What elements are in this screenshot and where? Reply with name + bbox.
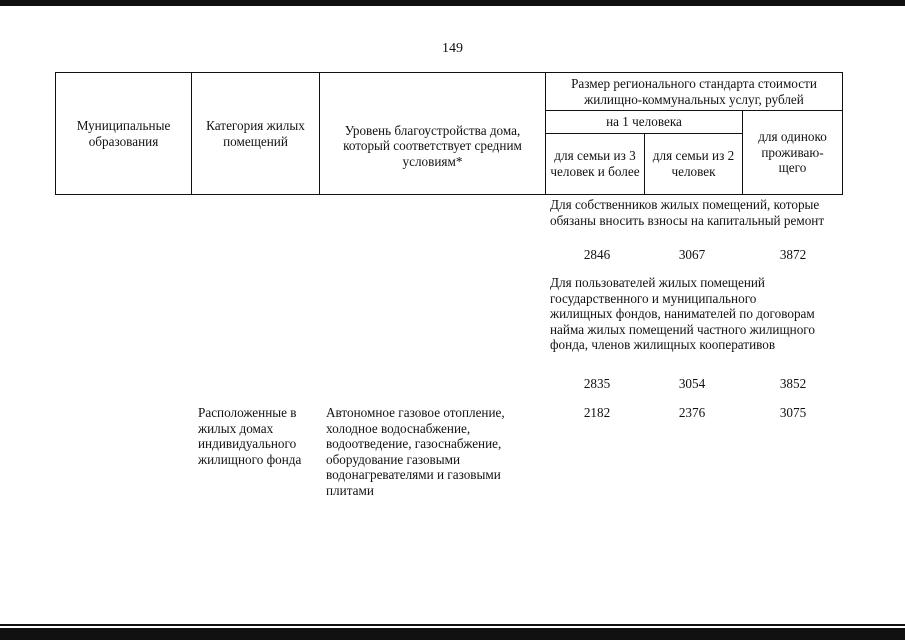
row-3-level: Автономное газовое отопление, холодное водоснабжение, водоотведение, газоснабжение, оборудование газовыми водонагревателями и газовыми плитами	[326, 405, 505, 498]
row-3-value-single: 3075	[779, 405, 807, 420]
header-family2	[645, 134, 742, 194]
header-per-person-text: на 1 человека	[606, 114, 682, 130]
scan-edge-bottom-line	[0, 624, 905, 626]
header-per-person	[546, 111, 742, 133]
header-category	[192, 73, 319, 194]
row-2-value-family3: 2835	[583, 376, 611, 391]
header-level-text: Уровень благоустройства дома, который соответствует средним условиям*	[343, 122, 522, 169]
page-number: 149	[442, 41, 463, 56]
header-level	[320, 98, 545, 194]
header-municipal-text: Муниципальные образования	[76, 117, 171, 149]
header-municipal	[56, 73, 191, 194]
row-1-note: Для собственников жилых помещений, которые обязаны вносить взносы на капитальный ремонт	[550, 197, 825, 228]
row-2-value-single: 3852	[779, 376, 807, 391]
header-right-border	[842, 72, 843, 195]
header-standard	[546, 73, 842, 110]
header-category-text: Категория жилых помещений	[206, 117, 305, 149]
row-1-value-family3: 2846	[583, 247, 611, 262]
header-single-text: для одиноко проживаю-щего	[758, 129, 827, 176]
header-family3-text: для семьи из 3 человек и более	[550, 148, 640, 179]
header-single	[743, 111, 842, 194]
row-2-note: Для пользователей жилых помещений государственного и муниципального жилищных фондов, нанимателей по договорам найма жилых помещений частного жилищного фонда, членов жилищных кооперативов	[550, 275, 815, 353]
row-2-value-family2: 3054	[678, 376, 706, 391]
row-1-value-family2: 3067	[678, 247, 706, 262]
row-3-value-family3: 2182	[583, 405, 611, 420]
header-bottom-border	[55, 194, 843, 195]
row-3-value-family2: 2376	[678, 405, 706, 420]
row-3-category: Расположенные в жилых домах индивидуального жилищного фонда	[198, 405, 302, 467]
header-standard-text: Размер регионального стандарта стоимости жилищно-коммунальных услуг, рублей	[571, 75, 817, 107]
row-1-value-single: 3872	[779, 247, 807, 262]
scan-edge-top	[0, 0, 905, 6]
header-family3	[546, 134, 644, 194]
scan-edge-bottom	[0, 628, 905, 640]
header-family2-text: для семьи из 2 человек	[652, 148, 735, 179]
